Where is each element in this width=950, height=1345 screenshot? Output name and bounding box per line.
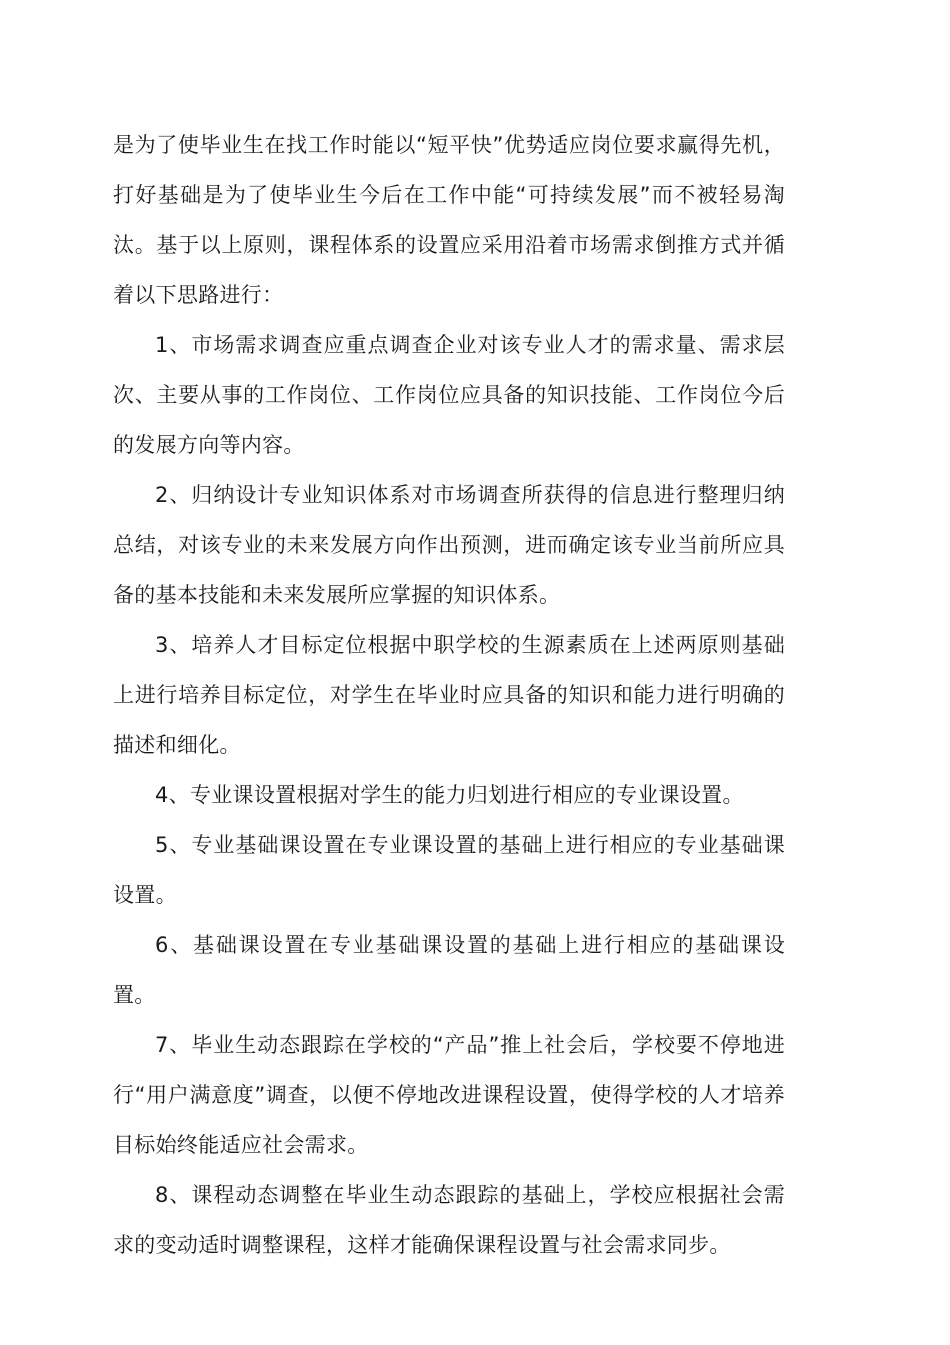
paragraph-item-6: 6、基础课设置在专业基础课设置的基础上进行相应的基础课设置。 [113, 933, 785, 1007]
paragraph-item-5: 5、专业基础课设置在专业课设置的基础上进行相应的专业基础课设置。 [113, 833, 785, 907]
paragraph-intro: 是为了使毕业生在找工作时能以“短平快”优势适应岗位要求赢得先机，打好基础是为了使毕业生今后在工作中能“可持续发展”而不被轻易淘汰。基于以上原则，课程体系的设置应采用沿着市场需求倒推方式并循着以下思路进行： [113, 133, 785, 307]
paragraph-item-3: 3、培养人才目标定位根据中职学校的生源素质在上述两原则基础上进行培养目标定位，对学生在毕业时应具备的知识和能力进行明确的描述和细化。 [113, 633, 785, 757]
paragraph-item-4: 4、专业课设置根据对学生的能力归划进行相应的专业课设置。 [155, 783, 744, 807]
paragraph-item-1: 1、市场需求调查应重点调查企业对该专业人才的需求量、需求层次、主要从事的工作岗位、工作岗位应具备的知识技能、工作岗位今后的发展方向等内容。 [113, 333, 785, 457]
paragraph-item-2: 2、归纳设计专业知识体系对市场调查所获得的信息进行整理归纳总结，对该专业的未来发展方向作出预测，进而确定该专业当前所应具备的基本技能和未来发展所应掌握的知识体系。 [113, 483, 785, 607]
paragraph-item-7: 7、毕业生动态跟踪在学校的“产品”推上社会后，学校要不停地进行“用户满意度”调查，以便不停地改进课程设置，使得学校的人才培养目标始终能适应社会需求。 [113, 1033, 785, 1157]
paragraph-item-8: 8、课程动态调整在毕业生动态跟踪的基础上，学校应根据社会需求的变动适时调整课程，这样才能确保课程设置与社会需求同步。 [113, 1183, 785, 1257]
document-body [113, 120, 785, 1270]
